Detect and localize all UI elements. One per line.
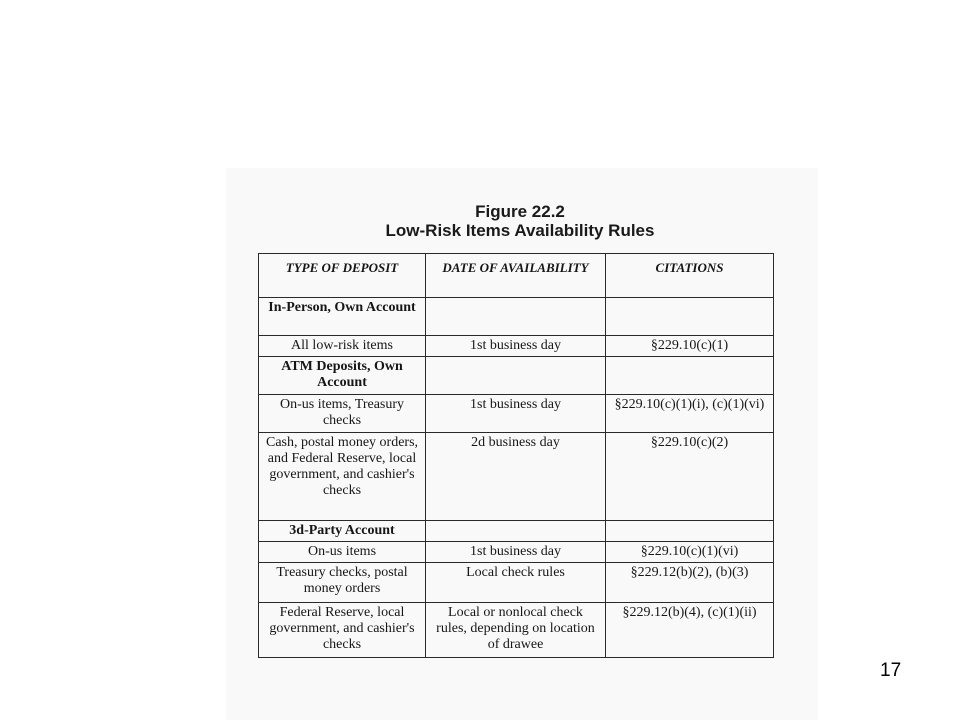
figure-title: Low-Risk Items Availability Rules xyxy=(385,221,655,240)
citation-cell: §229.10(c)(2) xyxy=(606,433,774,521)
table-row xyxy=(259,603,774,658)
table-row xyxy=(259,542,774,563)
date-cell: 1st business day xyxy=(426,395,606,433)
date-cell: Local check rules xyxy=(426,563,606,603)
type-cell: All low-risk items xyxy=(259,336,426,357)
page-number: 17 xyxy=(880,660,902,681)
header-type-of-deposit: TYPE OF DEPOSIT xyxy=(259,254,426,298)
type-cell: In-Person, Own Account xyxy=(259,298,426,336)
citation-cell xyxy=(606,357,774,395)
section-row-in-person xyxy=(259,298,774,336)
date-cell: 1st business day xyxy=(426,336,606,357)
header-citations: CITATIONS xyxy=(606,254,774,298)
type-cell: 3d-Party Account xyxy=(259,521,426,542)
figure-heading xyxy=(230,202,810,240)
citation-cell: §229.10(c)(1)(i), (c)(1)(vi) xyxy=(606,395,774,433)
citation-cell: §229.12(b)(4), (c)(1)(ii) xyxy=(606,603,774,658)
citation-cell: §229.10(c)(1) xyxy=(606,336,774,357)
citation-cell: §229.12(b)(2), (b)(3) xyxy=(606,563,774,603)
date-cell xyxy=(426,298,606,336)
type-cell: On-us items xyxy=(259,542,426,563)
figure-number: Figure 22.2 xyxy=(475,202,565,221)
date-cell xyxy=(426,521,606,542)
date-cell: Local or nonlocal check rules, depending on location of drawee xyxy=(426,603,606,658)
header-date-of-availability: DATE OF AVAILABILITY xyxy=(426,254,606,298)
availability-rules-table xyxy=(258,253,774,658)
type-cell: Treasury checks, postal money orders xyxy=(259,563,426,603)
citation-cell: §229.10(c)(1)(vi) xyxy=(606,542,774,563)
table-row xyxy=(259,433,774,521)
table-header-row xyxy=(259,254,774,298)
table-row xyxy=(259,336,774,357)
citation-cell xyxy=(606,298,774,336)
citation-cell xyxy=(606,521,774,542)
table-row xyxy=(259,395,774,433)
section-row-atm xyxy=(259,357,774,395)
type-cell: On-us items, Treasury checks xyxy=(259,395,426,433)
date-cell: 2d business day xyxy=(426,433,606,521)
type-cell: Federal Reserve, local government, and cashier's checks xyxy=(259,603,426,658)
type-cell: ATM Deposits, Own Account xyxy=(259,357,426,395)
date-cell: 1st business day xyxy=(426,542,606,563)
date-cell xyxy=(426,357,606,395)
type-cell: Cash, postal money orders, and Federal Reserve, local government, and cashier's checks xyxy=(259,433,426,521)
section-row-3d-party xyxy=(259,521,774,542)
table-row xyxy=(259,563,774,603)
